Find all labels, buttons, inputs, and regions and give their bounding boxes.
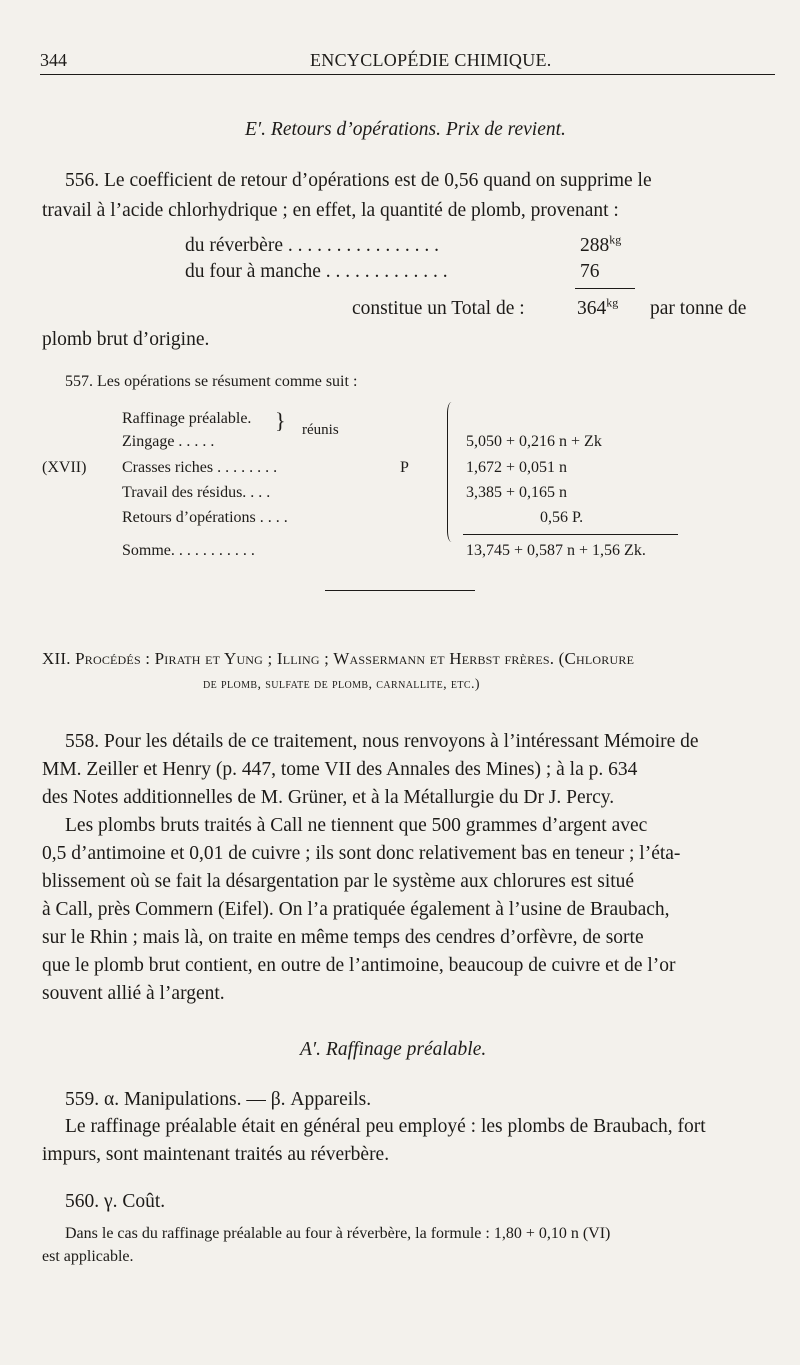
p557-row1-label: Raffinage préalable. <box>122 410 252 427</box>
p556-total-label: constitue un Total de : <box>352 298 525 319</box>
p556-total-value <box>577 295 619 319</box>
p560-heading: 560. γ. Coût. <box>65 1191 166 1212</box>
section-title-a: A′. Raffinage préalable. <box>300 1039 487 1060</box>
reunis-brace: } <box>275 408 286 433</box>
p556-line2: travail à l’acide chlorhydrique ; en effet, la quantité de plomb, provenant : <box>42 200 619 221</box>
p558-line7: à Call, près Commern (Eifel). On l’a pratiquée également à l’usine de Braubach, <box>42 899 670 920</box>
p557-sum-label: Somme. . . . . . . . . . . <box>122 542 255 559</box>
p556-line-end: plomb brut d’origine. <box>42 329 210 350</box>
p556-total-unit: kg <box>606 295 619 310</box>
page-number: 344 <box>40 50 67 70</box>
p558-line9: que le plomb brut contient, en outre de l’antimoine, beaucoup de cuivre et de l’or <box>42 955 676 976</box>
p556-row1-unit: kg <box>609 232 622 247</box>
section-divider <box>325 590 475 591</box>
values-brace <box>447 402 456 542</box>
p557-sum-rule <box>463 534 678 535</box>
p557-row3-prefix: (XVII) <box>42 459 87 476</box>
section-xii-line2: de plomb, sulfate de plomb, carnallite, etc.) <box>203 677 480 692</box>
p556-total-rule <box>575 288 635 289</box>
p559-line1: Le raffinage préalable était en général peu employé : les plombs de Braubach, fort <box>65 1116 706 1137</box>
p557-row4-label: Travail des résidus. . . . <box>122 484 271 501</box>
p556-row1-value <box>580 232 622 256</box>
p560-line1: Dans le cas du raffinage préalable au four à réverbère, la formule : 1,80 + 0,10 n (VI) <box>65 1225 611 1242</box>
section-title-e: E′. Retours d’opérations. Prix de revient. <box>245 119 566 140</box>
p557-row3-value: 1,672 + 0,051 n <box>466 459 568 476</box>
p556-total-tail: par tonne de <box>650 298 747 319</box>
p558-line10: souvent allié à l’argent. <box>42 983 225 1004</box>
p556-row2-value: 76 <box>580 261 600 282</box>
p556-row1-label: du réverbère . . . . . . . . . . . . . . . . <box>185 235 439 256</box>
p557-row4-value: 3,385 + 0,165 n <box>466 484 568 501</box>
p559-heading: 559. α. Manipulations. — β. Appareils. <box>65 1089 372 1110</box>
header-rule <box>40 74 775 75</box>
p558-line3: des Notes additionnelles de M. Grüner, et à la Métallurgie du Dr J. Percy. <box>42 787 615 808</box>
p557-row5-value: 0,56 P. <box>540 509 584 526</box>
p556-total-number: 364 <box>577 298 607 319</box>
p558-line2: MM. Zeiller et Henry (p. 447, tome VII des Annales des Mines) ; à la p. 634 <box>42 759 638 780</box>
p556-line1: 556. Le coefficient de retour d’opérations est de 0,56 quand on supprime le <box>65 170 652 191</box>
p558-line5: 0,5 d’antimoine et 0,01 de cuivre ; ils sont donc relativement bas en teneur ; l’éta- <box>42 843 681 864</box>
p557-row2-label: Zingage . . . . . <box>122 433 215 450</box>
p558-line8: sur le Rhin ; mais là, on traite en même temps des cendres d’orfèvre, de sorte <box>42 927 644 948</box>
p557-row5-label: Retours d’opérations . . . . <box>122 509 288 526</box>
p558-line6: blissement où se fait la désargentation par le système aux chlorures est situé <box>42 871 635 892</box>
running-title: ENCYCLOPÉDIE CHIMIQUE. <box>310 50 552 70</box>
p557-row2-value: 5,050 + 0,216 n + Zk <box>466 433 602 450</box>
p557-row3-mark: P <box>400 459 409 476</box>
section-xii-line1: XII. Procédés : Pirath et Yung ; Illing ; Wassermann et Herbst frères. (Chlorure <box>42 649 635 668</box>
p557-row3-label: Crasses riches . . . . . . . . <box>122 459 278 476</box>
p558-line1: 558. Pour les détails de ce traitement, nous renvoyons à l’intéressant Mémoire de <box>65 731 699 752</box>
p557-reunis: réunis <box>302 422 339 438</box>
p556-row1-number: 288 <box>580 235 610 256</box>
p557-intro: 557. Les opérations se résument comme suit : <box>65 373 358 390</box>
p556-row2-label: du four à manche . . . . . . . . . . . . . <box>185 261 448 282</box>
p560-line2: est applicable. <box>42 1248 134 1265</box>
p557-sum-value: 13,745 + 0,587 n + 1,56 Zk. <box>466 542 646 559</box>
p559-line2: impurs, sont maintenant traités au réverbère. <box>42 1144 390 1165</box>
p558-line4: Les plombs bruts traités à Call ne tiennent que 500 grammes d’argent avec <box>65 815 648 836</box>
